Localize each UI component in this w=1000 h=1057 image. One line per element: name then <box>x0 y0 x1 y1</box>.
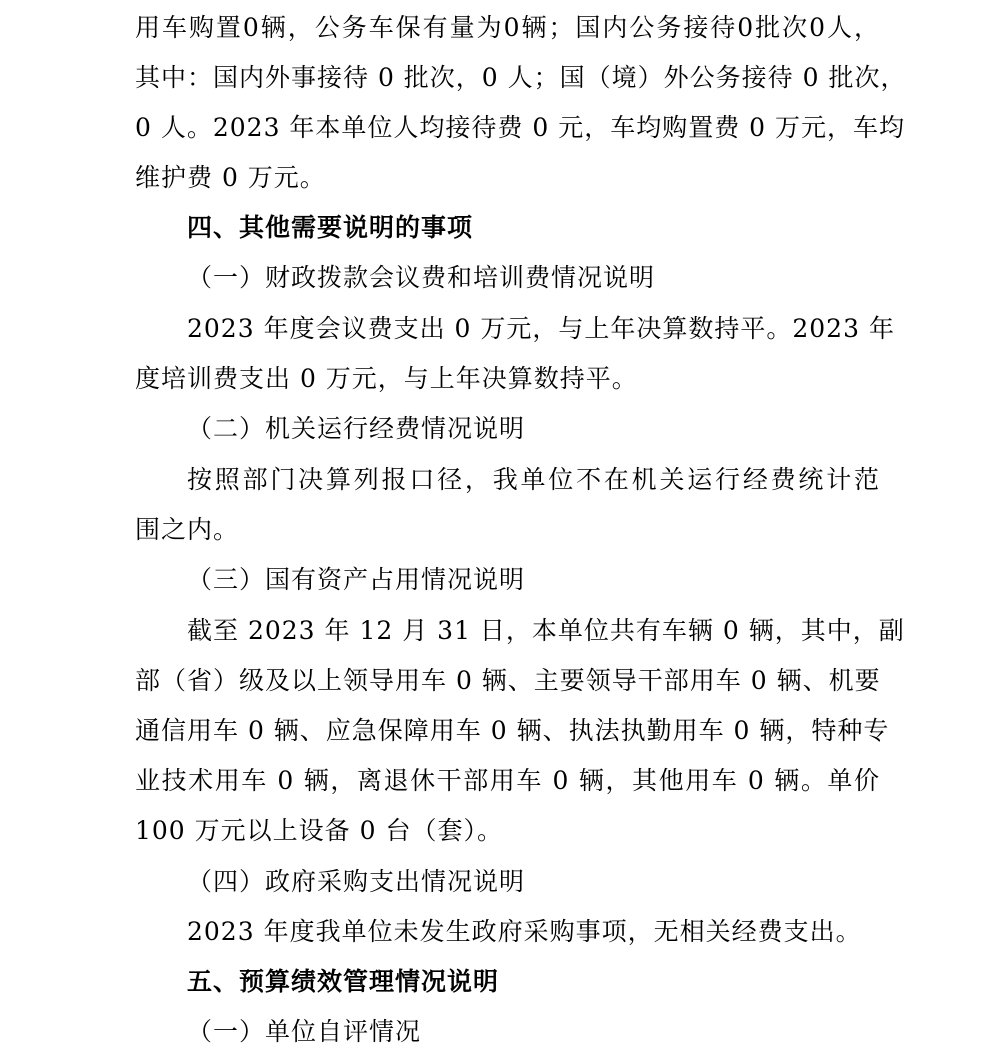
paragraph-line: 按照部门决算列报口径，我单位不在机关运行经费统计范 <box>187 465 880 494</box>
paragraph-line: 部（省）级及以上领导用车 0 辆、主要领导干部用车 0 辆、机要 <box>135 666 881 695</box>
section-heading-5: 五、预算绩效管理情况说明 <box>187 967 500 996</box>
subsection-heading-4-1: （一）财政拨款会议费和培训费情况说明 <box>187 263 656 292</box>
paragraph-line: 度培训费支出 0 万元，与上年决算数持平。 <box>135 364 638 393</box>
subsection-heading-4-3: （三）国有资产占用情况说明 <box>187 565 526 594</box>
paragraph-line: 围之内。 <box>135 515 240 544</box>
subsection-heading-4-2: （二）机关运行经费情况说明 <box>187 414 526 443</box>
subsection-heading-4-4: （四）政府采购支出情况说明 <box>187 867 526 896</box>
paragraph-line: 用车购置0辆，公务车保有量为0辆；国内公务接待0批次0人， <box>135 13 880 42</box>
paragraph-line: 0 人。2023 年本单位人均接待费 0 元，车均购置费 0 万元，车均 <box>135 113 906 142</box>
paragraph-line: 维护费 0 万元。 <box>135 163 326 192</box>
section-heading-4: 四、其他需要说明的事项 <box>187 213 474 242</box>
paragraph-line: 其中：国内外事接待 0 批次，0 人；国（境）外公务接待 0 批次， <box>135 63 907 92</box>
paragraph-line: 截至 2023 年 12 月 31 日，本单位共有车辆 0 辆，其中，副 <box>187 616 905 645</box>
paragraph-line: 业技术用车 0 辆，离退休干部用车 0 辆，其他用车 0 辆。单价 <box>135 766 880 795</box>
paragraph-line: 2023 年度我单位未发生政府采购事项，无相关经费支出。 <box>187 917 862 946</box>
paragraph-line: 2023 年度会议费支出 0 万元，与上年决算数持平。2023 年 <box>187 314 895 343</box>
subsection-heading-5-1: （一）单位自评情况 <box>187 1017 422 1046</box>
paragraph-line: 通信用车 0 辆、应急保障用车 0 辆、执法执勤用车 0 辆，特种专 <box>135 716 890 745</box>
paragraph-line: 100 万元以上设备 0 台（套）。 <box>135 816 503 845</box>
